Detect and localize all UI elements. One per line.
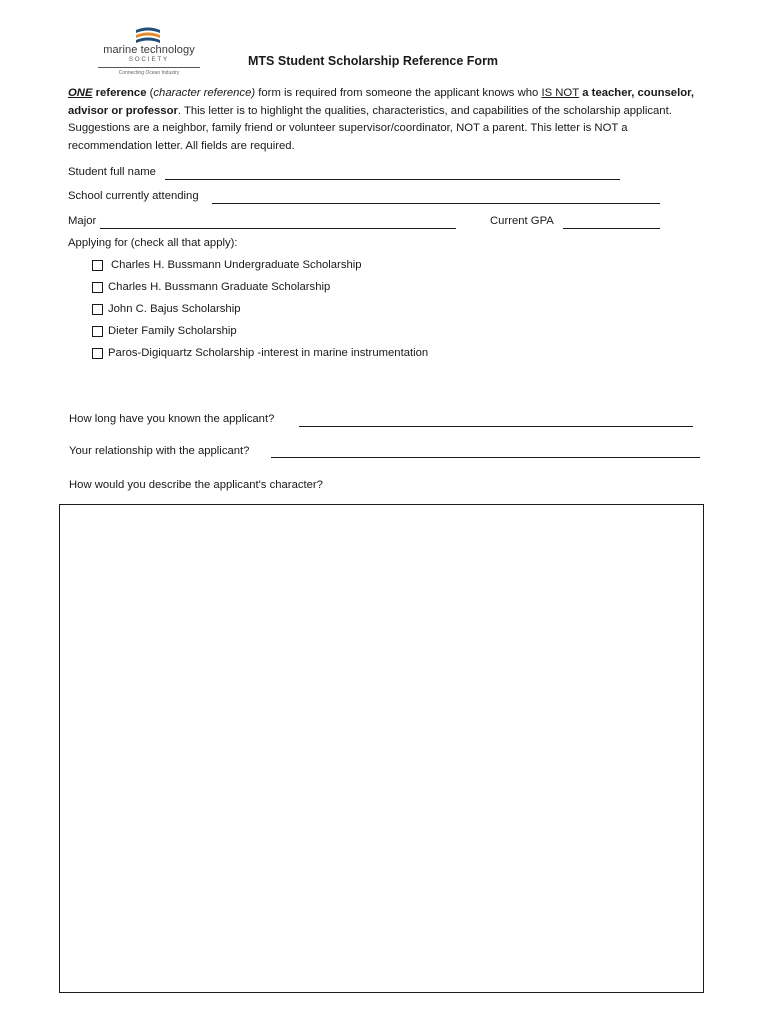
logo-sub: SOCIETY (128, 57, 170, 63)
scholarship-label: John C. Bajus Scholarship (108, 303, 241, 315)
character-label: How would you describe the applicant's character? (69, 479, 323, 491)
school-field[interactable] (212, 203, 660, 204)
checkbox[interactable] (92, 304, 103, 315)
intro-text2: . This letter is to highlight the qualities, characteristics, and capabilities of the scholarship applicant. Suggestions are a neighbor, family friend or volunteer supervisor/coordinator, NOT a parent. This letter is NOT a recommendation letter. All fields are required. (68, 104, 672, 152)
mts-logo (98, 26, 200, 78)
school-label: School currently attending (68, 190, 199, 202)
checkbox[interactable] (92, 260, 103, 271)
scholarship-option[interactable] (92, 281, 330, 293)
relationship-label: Your relationship with the applicant? (69, 445, 250, 457)
major-label: Major (68, 215, 97, 227)
logo-rule (98, 67, 200, 68)
character-answer-box[interactable] (59, 504, 704, 993)
how-long-field[interactable] (299, 426, 693, 427)
checkbox[interactable] (92, 348, 103, 359)
intro-reference: reference (92, 87, 147, 99)
scholarship-label: Paros-Digiquartz Scholarship -interest in marine instrumentation (108, 347, 429, 359)
scholarship-label: Charles H. Bussmann Graduate Scholarship (108, 281, 331, 293)
gpa-field[interactable] (563, 228, 660, 229)
intro-paragraph (68, 85, 708, 155)
relationship-field[interactable] (271, 457, 700, 458)
intro-is-not: IS NOT (541, 87, 580, 99)
checkbox[interactable] (92, 326, 103, 337)
student-name-field[interactable] (165, 179, 620, 180)
how-long-label: How long have you known the applicant? (69, 413, 275, 425)
intro-paren: ( (146, 87, 154, 99)
gpa-label: Current GPA (490, 215, 554, 227)
student-name-label: Student full name (68, 166, 156, 178)
intro-teacher: a teacher, counselor, advisor or professor (68, 87, 695, 117)
logo-name: marine technology (103, 44, 195, 56)
scholarship-option[interactable] (92, 303, 241, 315)
page-title: MTS Student Scholarship Reference Form (248, 54, 499, 68)
scholarship-option[interactable] (92, 259, 362, 271)
wave-logo-icon (134, 26, 162, 46)
scholarship-label: Charles H. Bussmann Undergraduate Scholarship (111, 259, 362, 271)
intro-one: ONE (68, 87, 93, 99)
major-field[interactable] (100, 228, 456, 229)
scholarship-label: Dieter Family Scholarship (108, 325, 237, 337)
scholarship-option[interactable] (92, 347, 428, 359)
logo-tagline: Connecting Ocean Industry (118, 70, 180, 76)
intro-text1: form is required from someone the applicant knows who (255, 87, 542, 99)
applying-for-label: Applying for (check all that apply): (68, 237, 238, 249)
intro-character-reference: character reference) (153, 87, 256, 99)
scholarship-option[interactable] (92, 325, 237, 337)
checkbox[interactable] (92, 282, 103, 293)
